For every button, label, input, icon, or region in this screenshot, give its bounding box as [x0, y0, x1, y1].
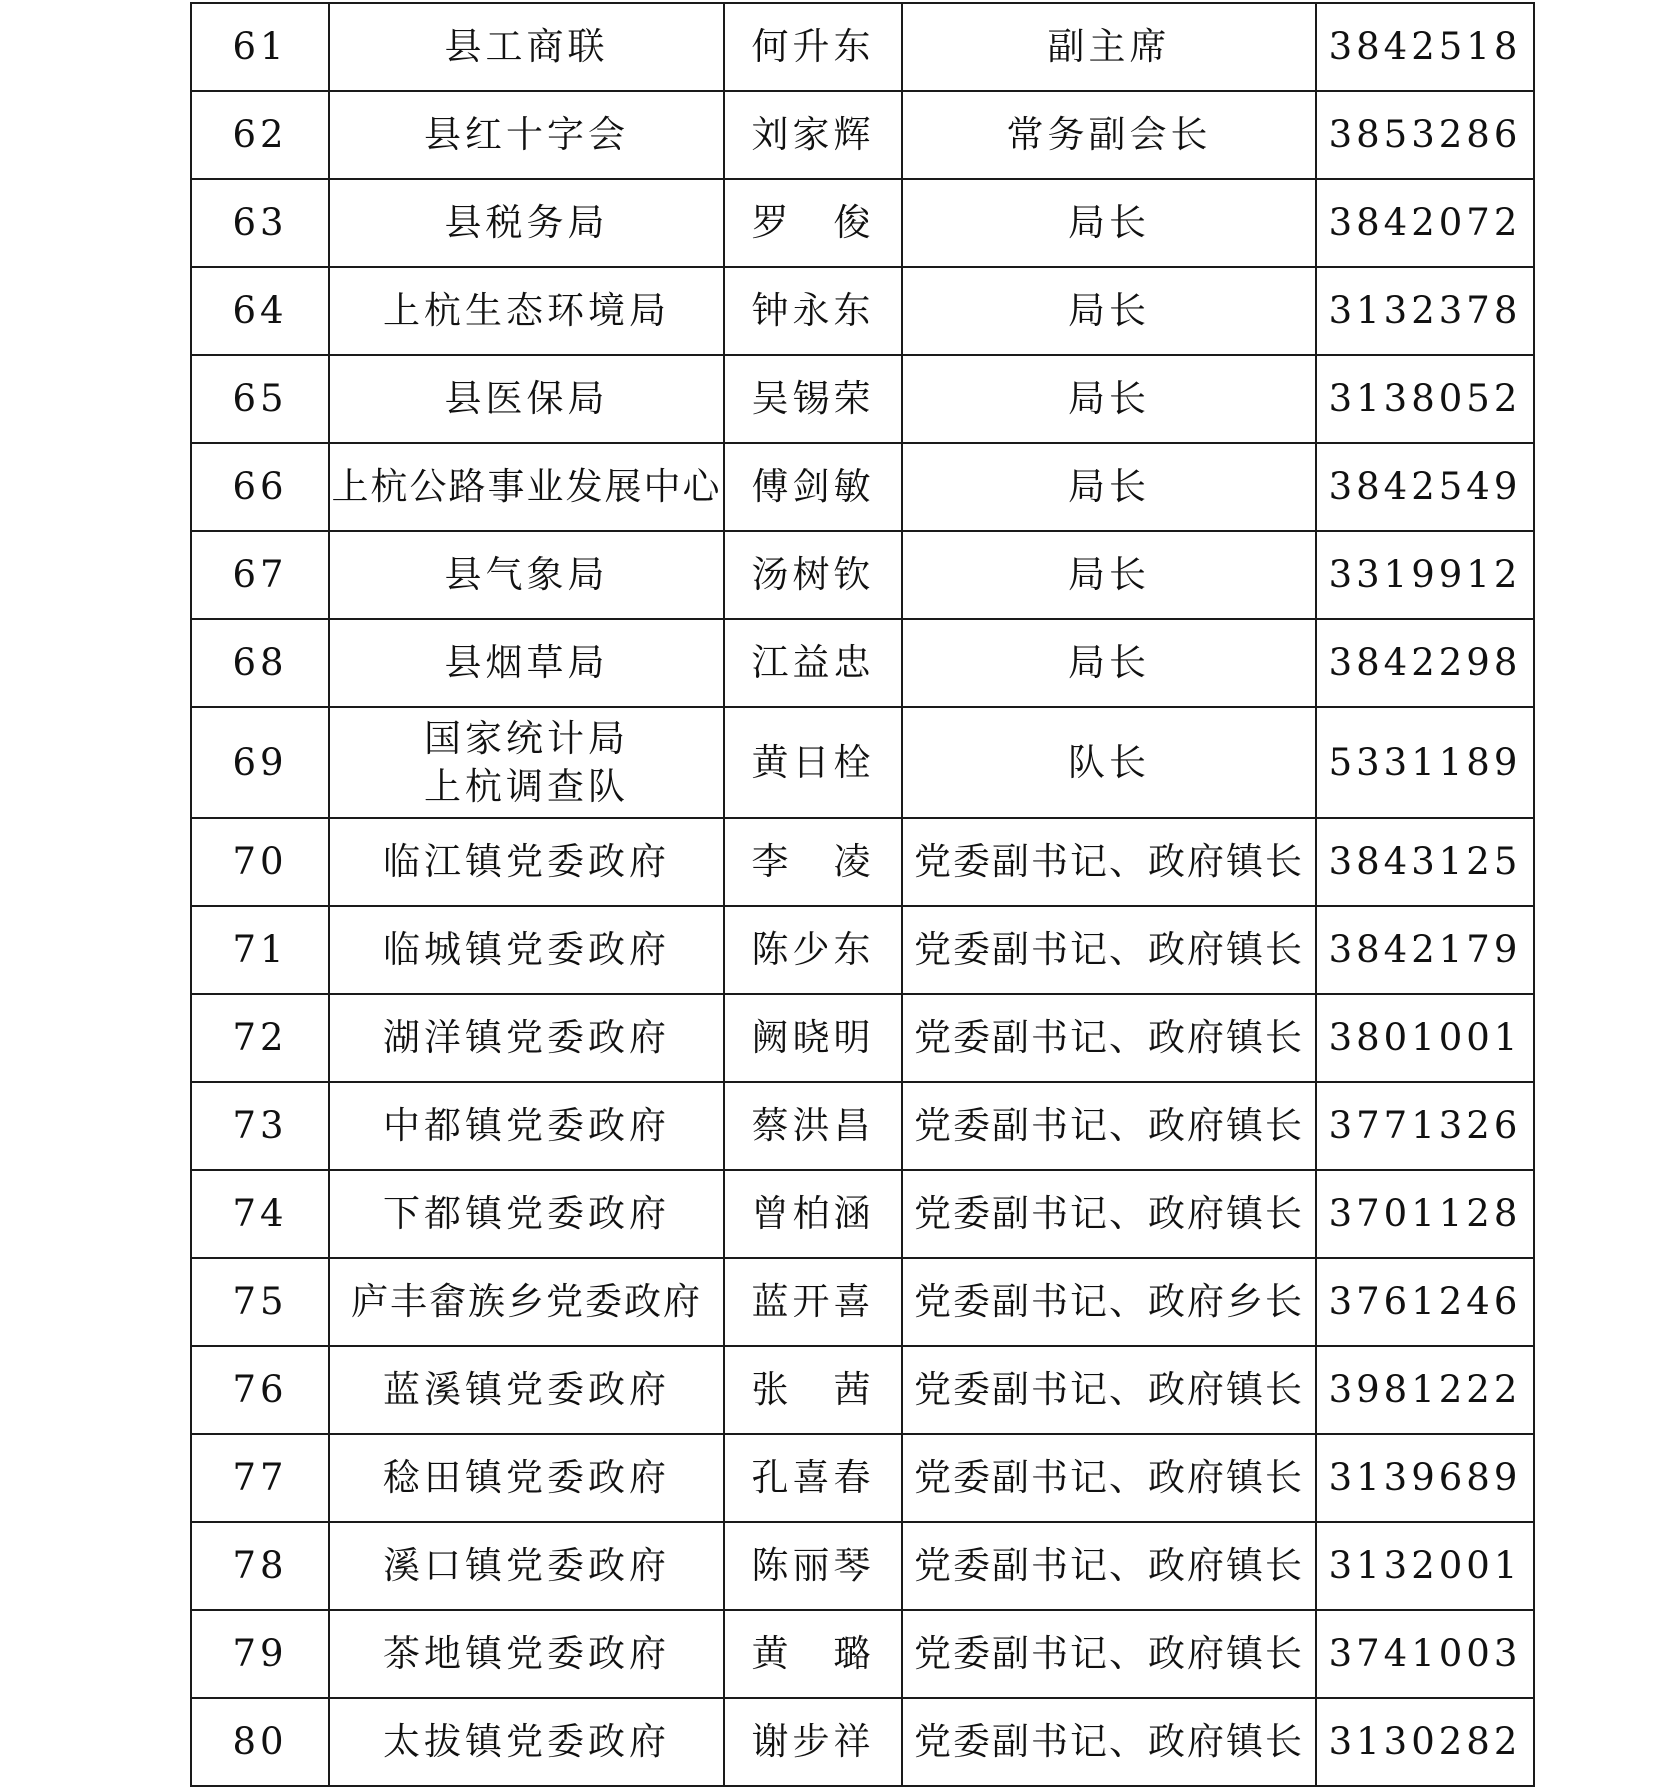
- phone-number: 3319912: [1316, 531, 1534, 619]
- job-title: 党委副书记、政府镇长: [902, 994, 1316, 1082]
- job-title: 局长: [902, 179, 1316, 267]
- table-row: [191, 1258, 1534, 1346]
- phone-number: 3842298: [1316, 619, 1534, 707]
- row-number: 62: [191, 91, 329, 179]
- phone-number: 3981222: [1316, 1346, 1534, 1434]
- unit-name: 湖洋镇党委政府: [329, 994, 724, 1082]
- unit-name-line-2: 上杭调查队: [424, 764, 629, 808]
- job-title: 局长: [902, 531, 1316, 619]
- unit-name: 下都镇党委政府: [329, 1170, 724, 1258]
- table-row: [191, 1522, 1534, 1610]
- row-number: 76: [191, 1346, 329, 1434]
- table-row: [191, 91, 1534, 179]
- phone-number: 3132378: [1316, 267, 1534, 355]
- unit-name: 庐丰畲族乡党委政府: [329, 1258, 724, 1346]
- person-name: 谢步祥: [724, 1698, 902, 1786]
- unit-name: 县气象局: [329, 531, 724, 619]
- unit-name: 溪口镇党委政府: [329, 1522, 724, 1610]
- unit-name: 临江镇党委政府: [329, 818, 724, 906]
- row-number: 78: [191, 1522, 329, 1610]
- row-number: 68: [191, 619, 329, 707]
- job-title: 副主席: [902, 3, 1316, 91]
- table-row: [191, 906, 1534, 994]
- table-row: [191, 1434, 1534, 1522]
- unit-name: 稔田镇党委政府: [329, 1434, 724, 1522]
- phone-number: 3842179: [1316, 906, 1534, 994]
- row-number: 67: [191, 531, 329, 619]
- job-title: 党委副书记、政府乡长: [902, 1258, 1316, 1346]
- phone-number: 3132001: [1316, 1522, 1534, 1610]
- job-title: 党委副书记、政府镇长: [902, 818, 1316, 906]
- unit-name: 太拔镇党委政府: [329, 1698, 724, 1786]
- table-row: [191, 267, 1534, 355]
- table-row: [191, 531, 1534, 619]
- table-row: [191, 1698, 1534, 1786]
- job-title: 队长: [902, 707, 1316, 818]
- phone-number: 3139689: [1316, 1434, 1534, 1522]
- unit-name: 县税务局: [329, 179, 724, 267]
- person-name: 蔡洪昌: [724, 1082, 902, 1170]
- table-row: [191, 1082, 1534, 1170]
- person-name: 孔喜春: [724, 1434, 902, 1522]
- person-name: 钟永东: [724, 267, 902, 355]
- row-number: 69: [191, 707, 329, 818]
- job-title: 党委副书记、政府镇长: [902, 1170, 1316, 1258]
- row-number: 72: [191, 994, 329, 1082]
- job-title: 党委副书记、政府镇长: [902, 1346, 1316, 1434]
- job-title: 局长: [902, 443, 1316, 531]
- row-number: 65: [191, 355, 329, 443]
- unit-name: 中都镇党委政府: [329, 1082, 724, 1170]
- table-row: [191, 707, 1534, 818]
- row-number: 64: [191, 267, 329, 355]
- person-name: 刘家辉: [724, 91, 902, 179]
- job-title: 党委副书记、政府镇长: [902, 1698, 1316, 1786]
- person-name: 阙晓明: [724, 994, 902, 1082]
- person-name: 江益忠: [724, 619, 902, 707]
- person-name: 黄 璐: [724, 1610, 902, 1698]
- person-name: 黄日栓: [724, 707, 902, 818]
- phone-number: 3843125: [1316, 818, 1534, 906]
- row-number: 71: [191, 906, 329, 994]
- person-name: 曾柏涵: [724, 1170, 902, 1258]
- person-name: 傅剑敏: [724, 443, 902, 531]
- unit-name: 上杭公路事业发展中心: [329, 443, 724, 531]
- table-row: [191, 179, 1534, 267]
- row-number: 79: [191, 1610, 329, 1698]
- table-row: [191, 1170, 1534, 1258]
- row-number: 61: [191, 3, 329, 91]
- contact-directory-table: [190, 2, 1535, 1787]
- table-row: [191, 1610, 1534, 1698]
- table-row: [191, 1346, 1534, 1434]
- row-number: 70: [191, 818, 329, 906]
- unit-name: 县烟草局: [329, 619, 724, 707]
- unit-name: 县医保局: [329, 355, 724, 443]
- job-title: 局长: [902, 267, 1316, 355]
- phone-number: 3853286: [1316, 91, 1534, 179]
- phone-number: 3130282: [1316, 1698, 1534, 1786]
- phone-number: 3801001: [1316, 994, 1534, 1082]
- unit-name: 茶地镇党委政府: [329, 1610, 724, 1698]
- phone-number: 3138052: [1316, 355, 1534, 443]
- person-name: 陈少东: [724, 906, 902, 994]
- person-name: 罗 俊: [724, 179, 902, 267]
- job-title: 常务副会长: [902, 91, 1316, 179]
- row-number: 63: [191, 179, 329, 267]
- phone-number: 3842072: [1316, 179, 1534, 267]
- unit-name: 蓝溪镇党委政府: [329, 1346, 724, 1434]
- table-row: [191, 443, 1534, 531]
- unit-name: 县红十字会: [329, 91, 724, 179]
- phone-number: 3761246: [1316, 1258, 1534, 1346]
- unit-name: 县工商联: [329, 3, 724, 91]
- table-row: [191, 355, 1534, 443]
- unit-name-line-1: 国家统计局: [424, 716, 629, 760]
- table-row: [191, 818, 1534, 906]
- job-title: 党委副书记、政府镇长: [902, 1610, 1316, 1698]
- table-row: [191, 619, 1534, 707]
- job-title: 党委副书记、政府镇长: [902, 1082, 1316, 1170]
- person-name: 吴锡荣: [724, 355, 902, 443]
- person-name: 张 茜: [724, 1346, 902, 1434]
- row-number: 75: [191, 1258, 329, 1346]
- job-title: 局长: [902, 355, 1316, 443]
- table-row: [191, 994, 1534, 1082]
- person-name: 李 凌: [724, 818, 902, 906]
- person-name: 蓝开喜: [724, 1258, 902, 1346]
- job-title: 党委副书记、政府镇长: [902, 1434, 1316, 1522]
- phone-number: 3741003: [1316, 1610, 1534, 1698]
- table-row: [191, 3, 1534, 91]
- person-name: 陈丽琴: [724, 1522, 902, 1610]
- phone-number: 3842518: [1316, 3, 1534, 91]
- row-number: 80: [191, 1698, 329, 1786]
- job-title: 党委副书记、政府镇长: [902, 1522, 1316, 1610]
- person-name: 何升东: [724, 3, 902, 91]
- row-number: 73: [191, 1082, 329, 1170]
- job-title: 党委副书记、政府镇长: [902, 906, 1316, 994]
- row-number: 66: [191, 443, 329, 531]
- unit-name: 临城镇党委政府: [329, 906, 724, 994]
- phone-number: 3701128: [1316, 1170, 1534, 1258]
- unit-name: 上杭生态环境局: [329, 267, 724, 355]
- person-name: 汤树钦: [724, 531, 902, 619]
- row-number: 77: [191, 1434, 329, 1522]
- job-title: 局长: [902, 619, 1316, 707]
- phone-number: 3842549: [1316, 443, 1534, 531]
- phone-number: 5331189: [1316, 707, 1534, 818]
- row-number: 74: [191, 1170, 329, 1258]
- unit-name: [329, 707, 724, 818]
- phone-number: 3771326: [1316, 1082, 1534, 1170]
